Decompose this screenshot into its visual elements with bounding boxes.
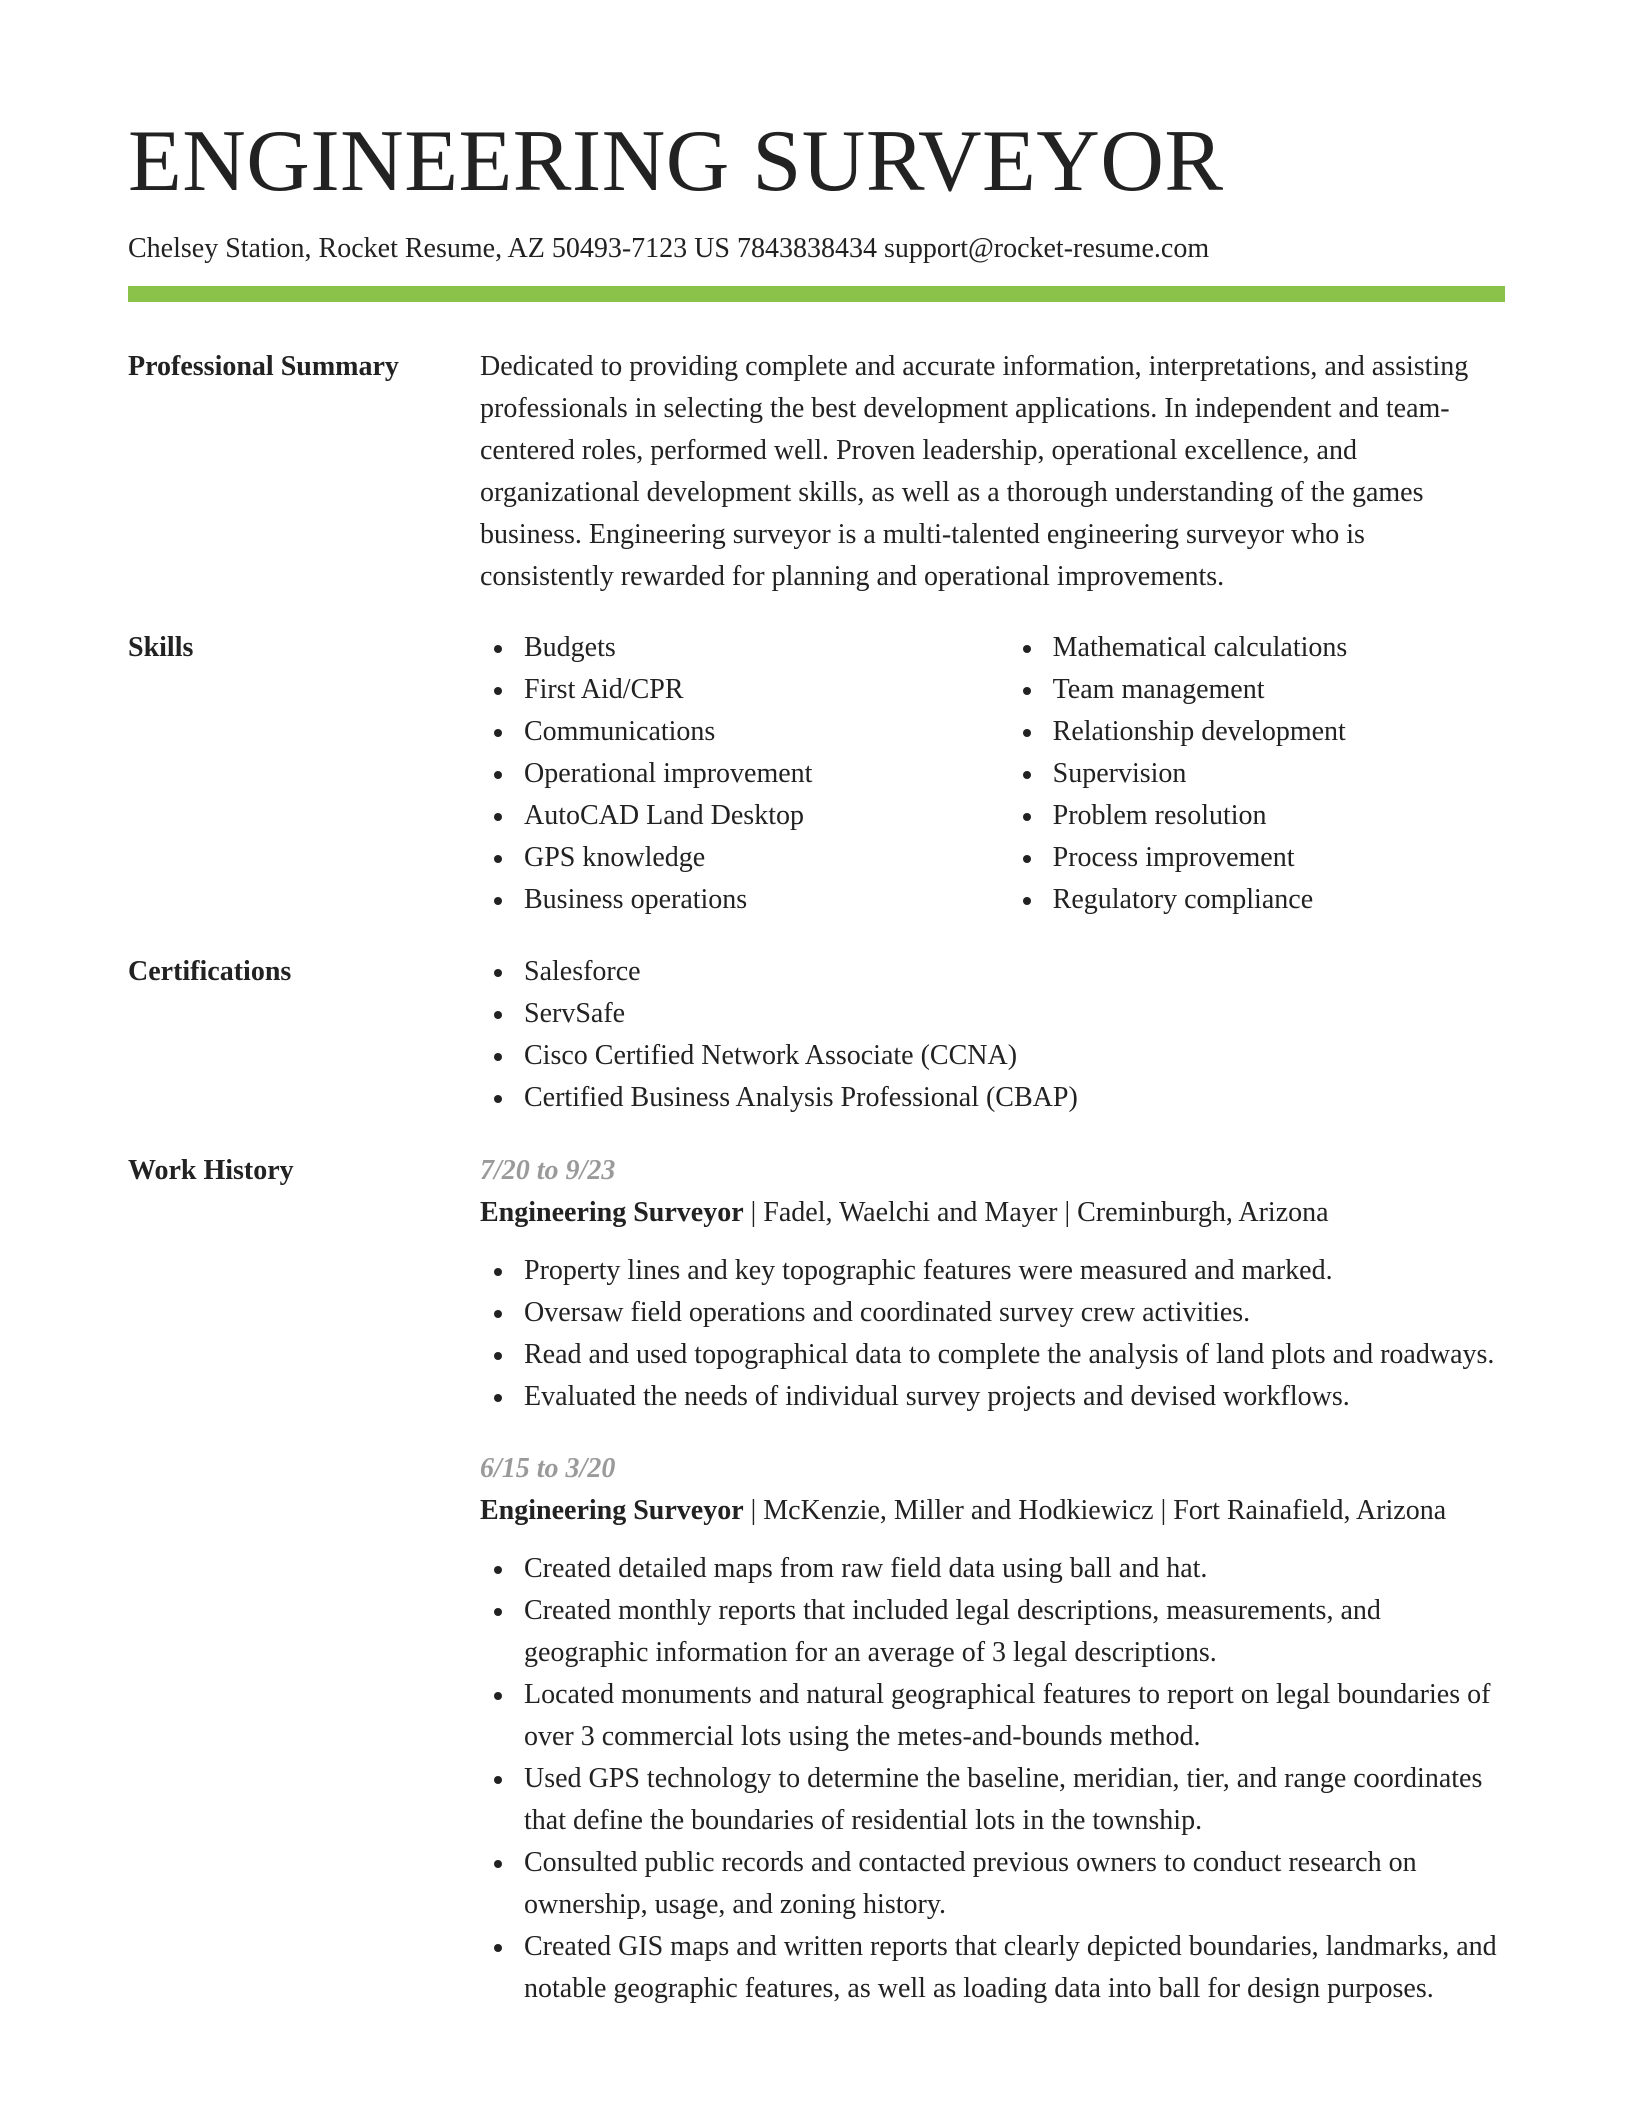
skills-list-left	[480, 627, 949, 921]
job-entry	[480, 1448, 1505, 2010]
skill-item: Process improvement	[1053, 837, 1505, 879]
skill-item: Operational improvement	[524, 753, 949, 795]
skill-item: First Aid/CPR	[524, 669, 949, 711]
job-entry	[480, 1150, 1505, 1418]
job-heading	[480, 1192, 1505, 1234]
job-dates: 6/15 to 3/20	[480, 1453, 616, 1484]
job-employer-location: | McKenzie, Miller and Hodkiewicz | Fort Rainafield, Arizona	[743, 1495, 1447, 1526]
skill-item: Regulatory compliance	[1053, 879, 1505, 921]
skill-item: Communications	[524, 711, 949, 753]
skill-item: GPS knowledge	[524, 837, 949, 879]
job-bullet: Oversaw field operations and coordinated survey crew activities.	[524, 1292, 1505, 1334]
certification-item: Certified Business Analysis Professional (CBAP)	[524, 1077, 1505, 1119]
job-bullet: Located monuments and natural geographical features to report on legal boundaries of over 3 commercial lots using the metes-and-bounds method.	[524, 1674, 1505, 1758]
job-dates: 7/20 to 9/23	[480, 1155, 616, 1186]
skill-item: Team management	[1053, 669, 1505, 711]
contact-address: Chelsey Station, Rocket Resume, AZ 50493-7123 US	[128, 233, 730, 264]
certifications-list	[480, 951, 1505, 1119]
skill-item: Budgets	[524, 627, 949, 669]
skill-item: Mathematical calculations	[1053, 627, 1505, 669]
job-bullet: Evaluated the needs of individual survey projects and devised workflows.	[524, 1376, 1505, 1418]
skills-heading: Skills	[128, 632, 194, 663]
header-divider	[128, 286, 1505, 302]
contact-email[interactable]: support@rocket-resume.com	[883, 233, 1210, 264]
contact-phone: 7843838434	[736, 233, 877, 264]
skill-item: AutoCAD Land Desktop	[524, 795, 949, 837]
job-bullet: Created GIS maps and written reports that clearly depicted boundaries, landmarks, and notable geographic features, as well as loading data into ball for design purposes.	[524, 1926, 1505, 2010]
job-title: Engineering Surveyor	[480, 1197, 744, 1228]
work-history-heading: Work History	[128, 1155, 294, 1186]
job-bullets	[480, 1548, 1505, 2010]
job-bullet: Read and used topographical data to complete the analysis of land plots and roadways.	[524, 1334, 1505, 1376]
skill-item: Problem resolution	[1053, 795, 1505, 837]
job-bullet: Property lines and key topographic features were measured and marked.	[524, 1250, 1505, 1292]
certification-item: ServSafe	[524, 993, 1505, 1035]
skill-item: Relationship development	[1053, 711, 1505, 753]
summary-heading: Professional Summary	[128, 351, 399, 382]
candidate-name: ENGINEERING SURVEYOR	[128, 113, 1224, 210]
job-title: Engineering Surveyor	[480, 1495, 744, 1526]
certification-item: Cisco Certified Network Associate (CCNA)	[524, 1035, 1505, 1077]
job-bullet: Used GPS technology to determine the baseline, meridian, tier, and range coordinates that define the boundaries of residential lots in the township.	[524, 1758, 1505, 1842]
certifications-heading: Certifications	[128, 956, 292, 987]
skills-body	[480, 627, 1505, 921]
job-bullet: Created detailed maps from raw field data using ball and hat.	[524, 1548, 1505, 1590]
skill-item: Business operations	[524, 879, 949, 921]
summary-text: Dedicated to providing complete and accurate information, interpretations, and assisting professionals in selecting the best development applications. In independent and team-centered roles, performed well. Proven leadership, operational excellence, and organizational development skills, as well as a thorough understanding of the games business. Engineering surveyor is a multi-talented engineering surveyor who is consistently rewarded for planning and operational improvements.	[480, 351, 1469, 592]
job-employer-location: | Fadel, Waelchi and Mayer | Creminburgh, Arizona	[743, 1197, 1329, 1228]
contact-line	[128, 231, 1209, 267]
certification-item: Salesforce	[524, 951, 1505, 993]
job-bullet: Created monthly reports that included legal descriptions, measurements, and geographic information for an average of 3 legal descriptions.	[524, 1590, 1505, 1674]
work-history-body	[480, 1150, 1505, 2010]
summary-body	[480, 346, 1505, 598]
certifications-body	[480, 951, 1505, 1119]
skills-list-right	[1009, 627, 1505, 921]
job-bullet: Consulted public records and contacted previous owners to conduct research on ownership, usage, and zoning history.	[524, 1842, 1505, 1926]
job-bullets	[480, 1250, 1505, 1418]
skill-item: Supervision	[1053, 753, 1505, 795]
job-heading	[480, 1490, 1505, 1532]
